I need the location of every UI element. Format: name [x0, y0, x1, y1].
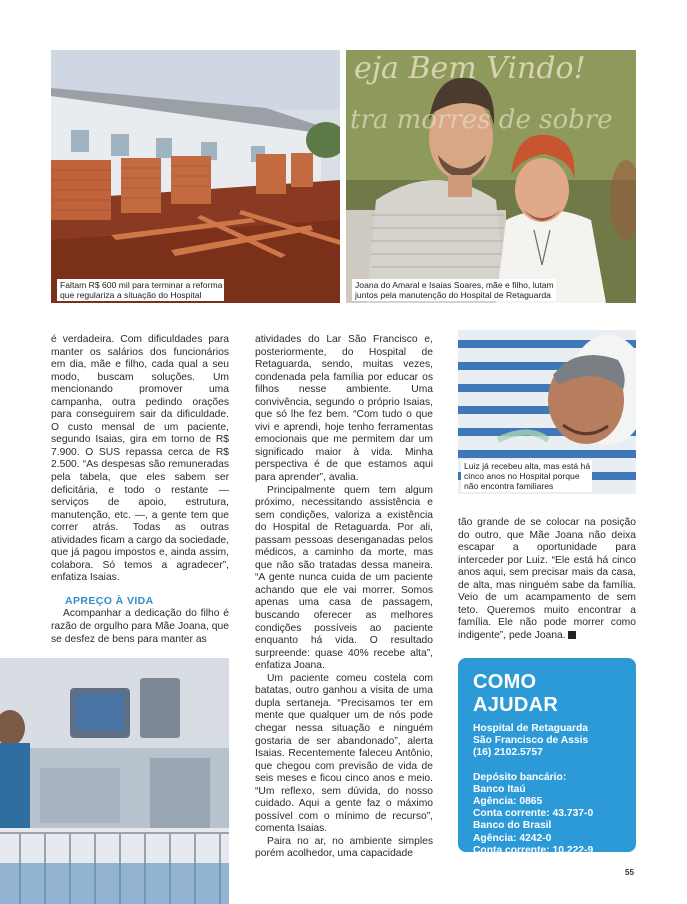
bank1-name: Banco Itaú: [473, 783, 526, 795]
construction-photo: [51, 50, 340, 303]
end-of-article-icon: [568, 631, 576, 639]
text-column-2: [255, 334, 433, 861]
patient-photo: [458, 330, 636, 494]
org-city: São Francisco de Assis: [473, 735, 589, 747]
text-column-3: [458, 517, 636, 642]
paragraph: Paira no ar, no ambiente simples porém acolhedor, uma capacidade: [255, 835, 433, 860]
caption-line: Luiz já recebeu alta, mas está há: [464, 461, 591, 471]
construction-caption: [57, 279, 224, 301]
banner-text-1: eja Bem Vindo!: [354, 51, 586, 86]
paragraph: atividades do Lar São Francisco e, posteriormente, do Hospital de Retaguarda, sendo, muitas vezes, condenada pela família por educar os filhos nesse ambiente. Uma convivência, segundo o próprio Isaias, que só lhe fez bem. “Com tudo o que vivi e aprendi, hoje tenho ferramentas emocionais que me permitem dar um significado maior à vida. Minha perspectiva é de que estamos aqui para aprender”, avalia.: [255, 334, 433, 484]
org-phone: (16) 2102.5757: [473, 747, 543, 759]
bank2-agency: Agência: 4242-0: [473, 832, 552, 844]
deposit-label: Depósito bancário:: [473, 771, 567, 783]
patient-caption: [461, 460, 592, 492]
bank1-agency: Agência: 0865: [473, 796, 543, 808]
section-heading: APREÇO À VIDA: [65, 594, 154, 607]
caption-line: que regulariza a situação do Hospital: [60, 290, 202, 300]
caption-line: não encontra familiares: [464, 481, 554, 491]
paragraph: é verdadeira. Com dificuldades para manter os salários dos funcionários em dia, mãe e filho, cada qual a seu modo, buscam soluções. Um mencionando promover uma campanha, outra pedindo orações para conseguirem sair da dificuldade. O custo mensal de um paciente, segundo Isaias, gira em torno de R$ 7.900. O SUS repassa cerca de R$ 2.500. “As despesas são remuneradas pela tabela, que eles sabem ser deficitária, e todo o restante — serviços de apoio, estrutura, manutenção, etc. —, a gente tem que correr atrás. Todas as outras atividades ficam a cargo da sociedade, que já pagou impostos e, ainda assim, colabora. Só temos a agradecer”, enfatiza Isaias.: [51, 334, 230, 584]
text-column-1: [51, 334, 229, 646]
paragraph: Um paciente comeu costela com batatas, outro ganhou a visita de uma dupla sertaneja. “Precisamos ter em mente que qualquer um de nós pode chegar nessa situação e ninguém gostaria de ser abandonado”, alerta Isaias. Recentemente faleceu Antônio, que chegou com previsão de vida de seis meses e ficou cinco anos e meio. “Um reflexo, sem dúvida, do nosso cuidado. Aqui a gente faz o máximo possível com o mínimo de recurso”, comenta Isaias.: [255, 672, 433, 835]
mother-son-photo: [346, 50, 636, 303]
bank2-name: Banco do Brasil: [473, 820, 552, 832]
how-to-help-box: [458, 658, 636, 856]
bank2-account: Conta corrente: 10.222-9: [473, 844, 594, 856]
paragraph: tão grande de se colocar na posição do outro, que Mãe Joana não deixa escapar a oportunidade para interceder por Luiz. “Ele está há cinco anos aqui, sem precisar mais da casa, de alta, mas ninguém sabe da família. Veio de um acampamento de sem teto. Queremos muito encontrar a família. Ele não pode morrer como indigente”, pede Joana.: [458, 517, 636, 641]
caption-line: juntos pela manutenção do Hospital de Retaguarda: [355, 290, 551, 300]
paragraph: Acompanhar a dedicação do filho é razão de orgulho para Mãe Joana, que se desfez de bens para manter as: [51, 608, 229, 645]
caption-line: cinco anos no Hospital porque: [464, 471, 580, 481]
banner-text-2: tra morres de sobre: [350, 105, 613, 135]
caption-line: Joana do Amaral e Isaias Soares, mãe e filho, lutam: [355, 280, 554, 290]
bank1-account: Conta corrente: 43.737-0: [473, 808, 594, 820]
page-number: 55: [625, 868, 634, 877]
org-name: Hospital de Retaguarda: [473, 723, 589, 734]
help-title: COMO AJUDAR: [473, 671, 559, 716]
paragraph: Principalmente quem tem algum próximo, necessitando assistência e sem condições, valoriza a existência do Hospital de Retaguarda. Por ali, passam pessoas desenganadas pelos médicos, a caminho da morte, mas que não são tratadas dessa maneira. “A gente nunca cuida de um paciente achando que ele vai morrer. Somos apenas uma casa de passagem, buscando oferecer as melhores condições possíveis ao paciente enquanto há vida. O resultado surpreende: quase 40% recebe alta”, enfatiza Joana.: [255, 484, 433, 672]
caption-line: Faltam R$ 600 mil para terminar a reforma: [60, 280, 223, 290]
mother-son-caption: [352, 279, 556, 301]
hospital-equipment-photo: [0, 658, 229, 904]
